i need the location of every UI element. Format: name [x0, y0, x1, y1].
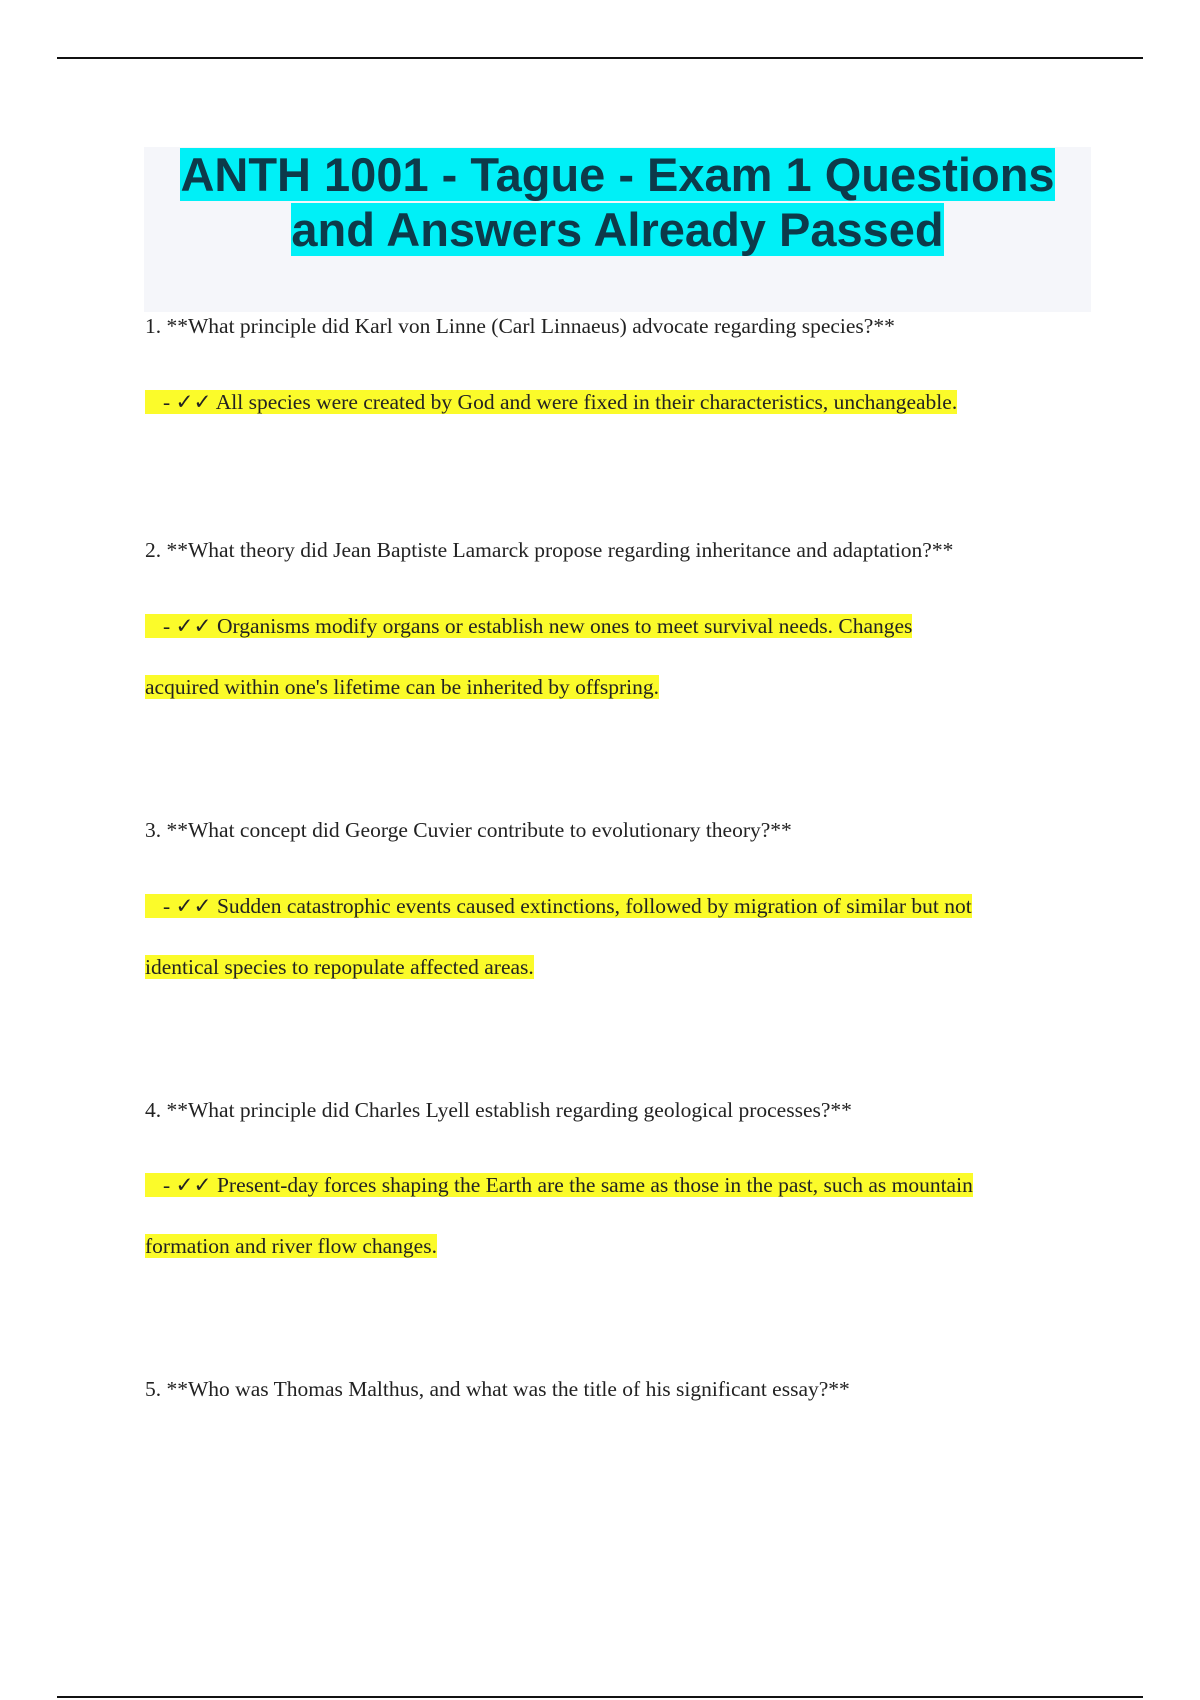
title-line-2: and Answers Already Passed — [291, 203, 944, 256]
document-title — [144, 147, 1091, 257]
answer-3-line-2: identical species to repopulate affected areas. — [145, 955, 534, 979]
question-5: 5. **Who was Thomas Malthus, and what was the title of his significant essay?** — [145, 1377, 850, 1401]
answer-1-line-1: - ✓✓ All species were created by God and were fixed in their characteristics, unchangeable. — [145, 390, 957, 414]
answer-4 — [145, 1155, 1075, 1277]
answer-4-line-1: - ✓✓ Present-day forces shaping the Earth are the same as those in the past, such as mountain — [145, 1173, 973, 1197]
answer-2-line-2: acquired within one's lifetime can be inherited by offspring. — [145, 675, 659, 699]
bottom-rule — [57, 1696, 1143, 1698]
check-icon: - ✓✓ — [163, 1173, 212, 1197]
question-2: 2. **What theory did Jean Baptiste Lamarck propose regarding inheritance and adaptation?** — [145, 538, 954, 562]
answer-1 — [145, 372, 1075, 433]
title-block — [144, 147, 1091, 312]
answer-3-line-1: - ✓✓ Sudden catastrophic events caused extinctions, followed by migration of similar but not — [145, 894, 972, 918]
check-icon: - ✓✓ — [163, 614, 212, 638]
answer-2-line-1: - ✓✓ Organisms modify organs or establish new ones to meet survival needs. Changes — [145, 614, 912, 638]
top-rule — [57, 57, 1143, 59]
answer-3 — [145, 876, 1075, 998]
check-icon: - ✓✓ — [163, 894, 212, 918]
question-1: 1. **What principle did Karl von Linne (Carl Linnaeus) advocate regarding species?** — [145, 314, 895, 338]
question-4: 4. **What principle did Charles Lyell establish regarding geological processes?** — [145, 1098, 852, 1122]
title-line-1: ANTH 1001 - Tague - Exam 1 Questions — [180, 148, 1055, 201]
check-icon: - ✓✓ — [163, 390, 212, 414]
answer-4-line-2: formation and river flow changes. — [145, 1234, 437, 1258]
answer-2 — [145, 596, 1075, 718]
question-3: 3. **What concept did George Cuvier contribute to evolutionary theory?** — [145, 818, 792, 842]
